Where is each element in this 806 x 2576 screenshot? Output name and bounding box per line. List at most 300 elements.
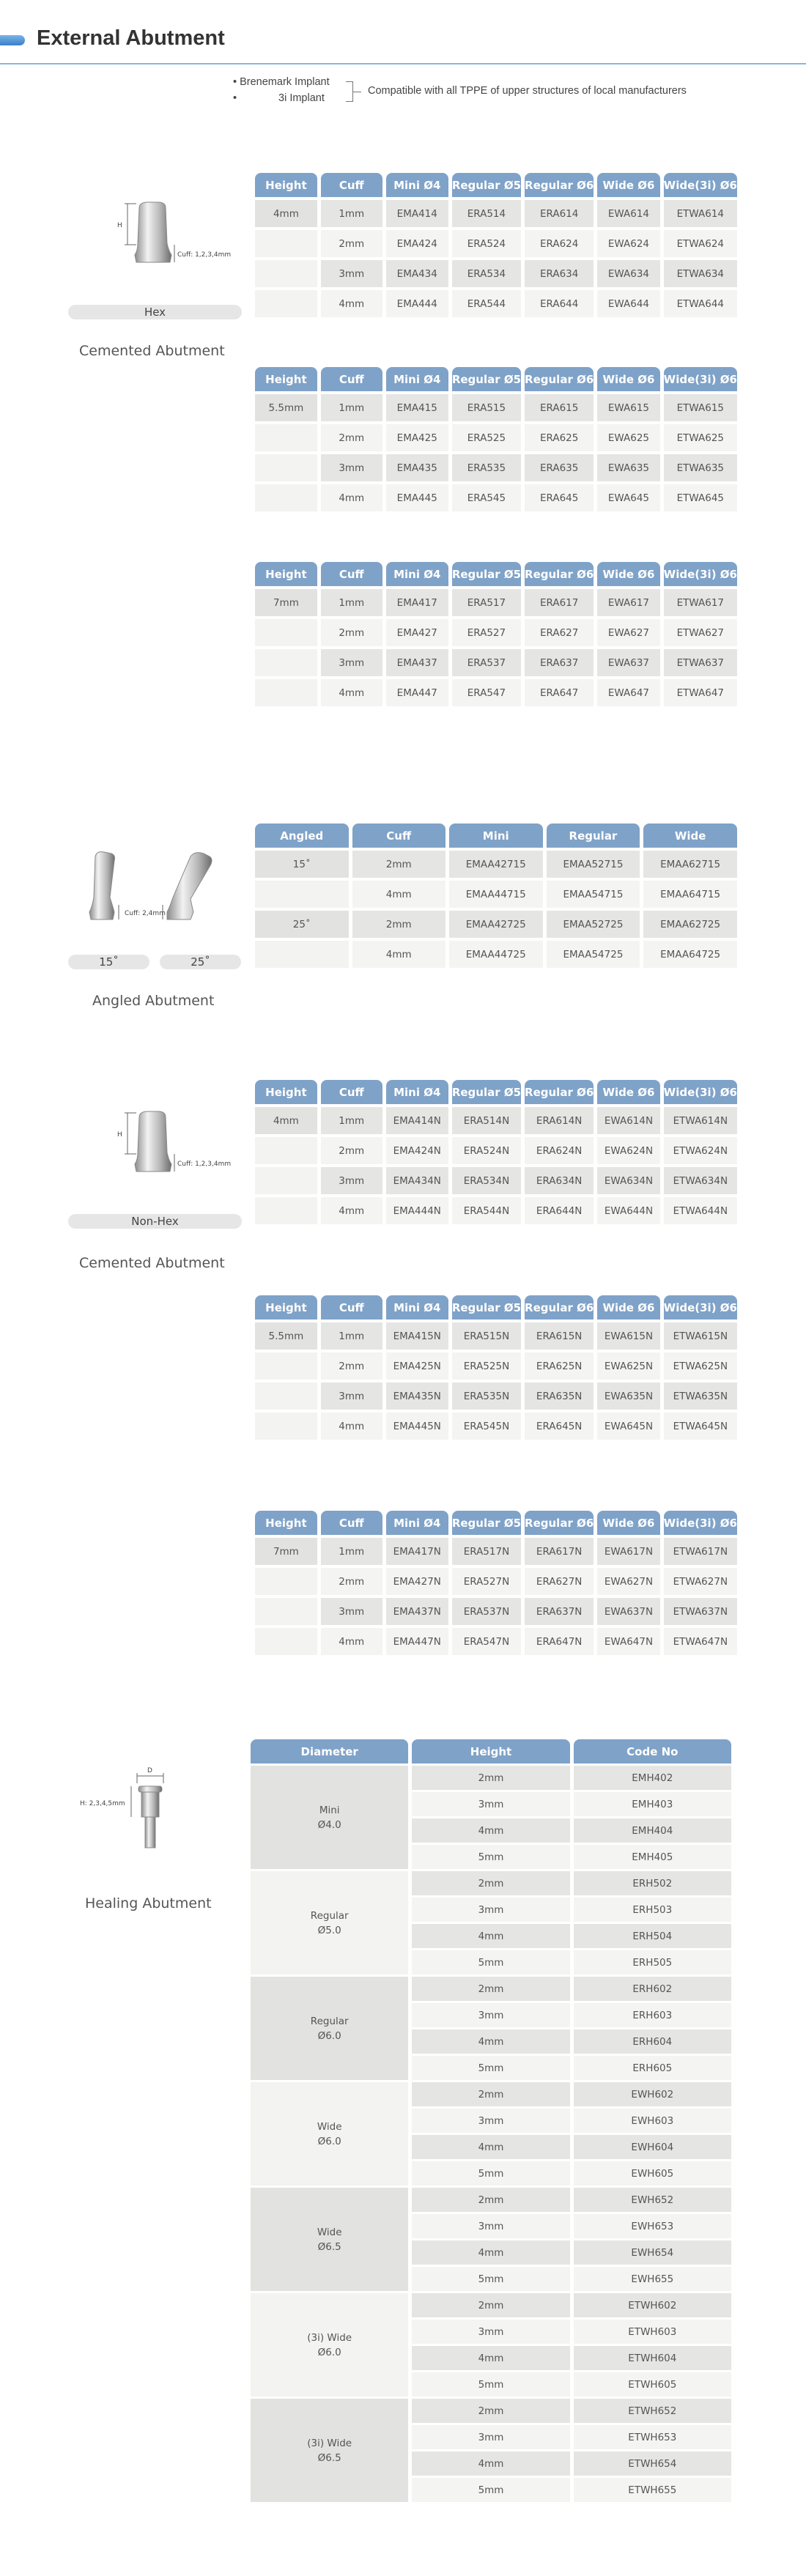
column-header: Wide(3i) Ø6 <box>664 173 737 197</box>
code-cell: ETWH654 <box>574 2451 731 2476</box>
height-cell <box>255 1167 317 1194</box>
code-cell: ERA515 <box>452 394 521 421</box>
code-cell: ETWA615N <box>664 1322 737 1350</box>
angled-table <box>251 821 741 971</box>
angle-cell <box>255 881 349 908</box>
column-header: Regular Ø6 <box>525 367 594 391</box>
cuff-cell: 2mm <box>321 424 382 451</box>
table-header-row <box>255 1295 737 1320</box>
code-cell: EMAA52715 <box>547 851 640 878</box>
code-cell: EWA647N <box>597 1628 659 1655</box>
code-cell: EMA414N <box>386 1107 448 1134</box>
code-cell: ERA535N <box>452 1383 521 1410</box>
code-cell: ERA624N <box>525 1137 594 1164</box>
column-header: Wide Ø6 <box>597 1295 659 1320</box>
code-cell: ETWA615 <box>664 394 737 421</box>
code-cell: EWH605 <box>574 2161 731 2185</box>
code-cell: ETWA627 <box>664 619 737 646</box>
cuff-cell: 1mm <box>321 394 382 421</box>
code-cell: EMA437 <box>386 649 448 676</box>
height-cell: 2mm <box>412 2399 569 2423</box>
height-cell: 5.5mm <box>255 1322 317 1350</box>
table-row <box>255 1538 737 1565</box>
code-cell: ETWA617 <box>664 589 737 616</box>
code-cell: ETWA624 <box>664 230 737 257</box>
code-cell: EWA614 <box>597 200 659 227</box>
code-cell: EWA617 <box>597 589 659 616</box>
cuff-cell: 4mm <box>321 1197 382 1224</box>
healing-section-caption: Healing Abutment <box>85 1895 212 1911</box>
code-cell: EWA617N <box>597 1538 659 1565</box>
code-cell: ERH603 <box>574 2003 731 2027</box>
table-row <box>251 1766 731 1790</box>
height-cell: 4mm <box>412 2346 569 2370</box>
code-cell: EWA625N <box>597 1352 659 1380</box>
table-row <box>255 290 737 317</box>
diameter-cell <box>251 2188 408 2291</box>
column-header: Cuff <box>321 1511 382 1535</box>
code-cell: EWA637N <box>597 1598 659 1625</box>
code-cell: ERA617N <box>525 1538 594 1565</box>
height-cell: 5mm <box>412 2372 569 2397</box>
cuff-cell: 1mm <box>321 1538 382 1565</box>
code-cell: ETWA625 <box>664 424 737 451</box>
code-cell: ETWA647 <box>664 679 737 706</box>
diameter-cell <box>251 2293 408 2397</box>
code-cell: ERA617 <box>525 589 594 616</box>
table-row <box>255 200 737 227</box>
column-header: Wide(3i) Ø6 <box>664 1080 737 1104</box>
height-cell <box>255 679 317 706</box>
height-cell <box>255 1383 317 1410</box>
code-cell: EMA425 <box>386 424 448 451</box>
nonhex-illus-cuff-label: Cuff: 1,2,3,4mm <box>177 1161 232 1168</box>
height-cell <box>255 1413 317 1440</box>
height-cell: 3mm <box>412 2109 569 2133</box>
code-cell: EWA647 <box>597 679 659 706</box>
cuff-cell: 4mm <box>352 881 445 908</box>
code-cell: ERA537N <box>452 1598 521 1625</box>
code-cell: ETWA644N <box>664 1197 737 1224</box>
code-cell: EMAA64725 <box>643 941 737 968</box>
code-cell: ERA534 <box>452 260 521 287</box>
table-header-row <box>255 367 737 391</box>
code-cell: ERA514N <box>452 1107 521 1134</box>
code-cell: EMA415 <box>386 394 448 421</box>
code-cell: ETWA634N <box>664 1167 737 1194</box>
height-cell <box>255 1137 317 1164</box>
column-header: Regular Ø5 <box>452 173 521 197</box>
code-cell: ERA627 <box>525 619 594 646</box>
table-row <box>251 1871 731 1895</box>
code-cell: ERA545N <box>452 1413 521 1440</box>
table-row <box>255 679 737 706</box>
code-cell: ETWA614 <box>664 200 737 227</box>
table-row <box>255 394 737 421</box>
table-row <box>251 1977 731 2001</box>
cuff-cell: 4mm <box>321 1628 382 1655</box>
height-cell <box>255 484 317 511</box>
diameter-cell <box>251 1977 408 2080</box>
table-row <box>255 484 737 511</box>
code-cell: ERA517 <box>452 589 521 616</box>
height-cell: 4mm <box>412 2451 569 2476</box>
code-cell: ERA624 <box>525 230 594 257</box>
column-header: Wide(3i) Ø6 <box>664 562 737 586</box>
healing-illus-d-label: D <box>147 1767 152 1774</box>
diameter-cell <box>251 1871 408 1974</box>
column-header: Height <box>255 1080 317 1104</box>
column-header: Mini <box>449 823 543 848</box>
code-cell: EWA644N <box>597 1197 659 1224</box>
table-row <box>255 1568 737 1595</box>
cuff-cell: 2mm <box>321 230 382 257</box>
height-cell: 5.5mm <box>255 394 317 421</box>
code-cell: ETWA624N <box>664 1137 737 1164</box>
code-cell: ERA537 <box>452 649 521 676</box>
column-header: Height <box>255 1511 317 1535</box>
code-cell: EMA447N <box>386 1628 448 1655</box>
page-header <box>0 0 806 66</box>
table-header-row <box>251 1739 731 1763</box>
table-row <box>255 230 737 257</box>
table-row <box>255 260 737 287</box>
code-cell: EMA417 <box>386 589 448 616</box>
height-cell <box>255 1568 317 1595</box>
cuff-cell: 1mm <box>321 200 382 227</box>
height-cell <box>255 454 317 481</box>
code-cell: ERA637 <box>525 649 594 676</box>
table-row <box>255 1197 737 1224</box>
code-cell: ERA524N <box>452 1137 521 1164</box>
height-cell <box>255 1628 317 1655</box>
table-row <box>255 1598 737 1625</box>
code-cell: ETWA645N <box>664 1413 737 1440</box>
code-cell: ERA527 <box>452 619 521 646</box>
diameter-value: Ø6.0 <box>317 2135 341 2147</box>
hex-table-4mm <box>251 170 741 320</box>
code-cell: ERA535 <box>452 454 521 481</box>
column-header: Wide Ø6 <box>597 173 659 197</box>
nonhex-illus-h-label: H <box>117 1131 122 1139</box>
cuff-cell: 3mm <box>321 260 382 287</box>
page-title: External Abutment <box>37 26 225 50</box>
height-cell: 3mm <box>412 1898 569 1922</box>
diameter-value: Ø4.0 <box>317 1818 341 1831</box>
column-header: Wide(3i) Ø6 <box>664 1295 737 1320</box>
code-cell: ETWA617N <box>664 1538 737 1565</box>
diameter-cell <box>251 2082 408 2185</box>
code-cell: ETWA634 <box>664 260 737 287</box>
code-cell: EWH602 <box>574 2082 731 2106</box>
column-header: Angled <box>255 823 349 848</box>
table-row <box>255 851 737 878</box>
column-header: Cuff <box>352 823 445 848</box>
table-row <box>255 881 737 908</box>
code-cell: ERA524 <box>452 230 521 257</box>
code-cell: EMAA64715 <box>643 881 737 908</box>
height-cell: 2mm <box>412 2293 569 2317</box>
cuff-cell: 3mm <box>321 1167 382 1194</box>
height-cell <box>255 424 317 451</box>
code-cell: EWH603 <box>574 2109 731 2133</box>
height-cell: 5mm <box>412 2267 569 2291</box>
height-cell: 5mm <box>412 2161 569 2185</box>
code-cell: ETWA637N <box>664 1598 737 1625</box>
code-cell: EMAA62725 <box>643 911 737 938</box>
column-header: Mini Ø4 <box>386 367 448 391</box>
column-header: Wide Ø6 <box>597 1080 659 1104</box>
code-cell: EMAA62715 <box>643 851 737 878</box>
code-cell: EWH655 <box>574 2267 731 2291</box>
table-row <box>251 2082 731 2106</box>
code-cell: EMH402 <box>574 1766 731 1790</box>
code-cell: ERH605 <box>574 2056 731 2080</box>
column-header: Wide Ø6 <box>597 367 659 391</box>
column-header: Wide Ø6 <box>597 1511 659 1535</box>
table-row <box>255 911 737 938</box>
code-cell: ERA527N <box>452 1568 521 1595</box>
code-cell: EWA635 <box>597 454 659 481</box>
code-cell: ERA525N <box>452 1352 521 1380</box>
code-cell: ETWA647N <box>664 1628 737 1655</box>
height-cell: 4mm <box>412 1924 569 1948</box>
code-cell: EMA447 <box>386 679 448 706</box>
code-cell: ERA647N <box>525 1628 594 1655</box>
cuff-cell: 2mm <box>321 1352 382 1380</box>
column-header: Cuff <box>321 173 382 197</box>
code-cell: EMA444N <box>386 1197 448 1224</box>
code-cell: EWA634N <box>597 1167 659 1194</box>
table-header-row <box>255 823 737 848</box>
code-cell: ETWA644 <box>664 290 737 317</box>
hex-illus-cuff-label: Cuff: 1,2,3,4mm <box>177 251 232 259</box>
height-cell: 5mm <box>412 1845 569 1869</box>
code-cell: EWA645N <box>597 1413 659 1440</box>
column-header: Regular Ø6 <box>525 173 594 197</box>
column-header: Regular Ø5 <box>452 562 521 586</box>
code-cell: ETWH602 <box>574 2293 731 2317</box>
nonhex-table-4mm <box>251 1077 741 1227</box>
height-cell: 7mm <box>255 589 317 616</box>
diameter-type: Wide <box>317 2226 342 2238</box>
height-cell: 4mm <box>412 2135 569 2159</box>
height-cell: 4mm <box>412 1818 569 1843</box>
code-cell: EWA625 <box>597 424 659 451</box>
table-row <box>255 1352 737 1380</box>
code-cell: ETWH604 <box>574 2346 731 2370</box>
code-cell: EWA627 <box>597 619 659 646</box>
code-cell: ETWA625N <box>664 1352 737 1380</box>
angled-section-caption: Angled Abutment <box>92 993 215 1009</box>
code-cell: ETWH655 <box>574 2478 731 2502</box>
table-header-row <box>255 1511 737 1535</box>
code-cell: EMA435N <box>386 1383 448 1410</box>
table-row <box>255 1383 737 1410</box>
code-cell: ETWA627N <box>664 1568 737 1595</box>
cuff-cell: 2mm <box>321 1137 382 1164</box>
height-cell <box>255 649 317 676</box>
column-header: Regular Ø6 <box>525 562 594 586</box>
code-cell: ERA644N <box>525 1197 594 1224</box>
cuff-cell: 4mm <box>321 1413 382 1440</box>
code-cell: EWA627N <box>597 1568 659 1595</box>
code-cell: ERH602 <box>574 1977 731 2001</box>
code-cell: EWA615 <box>597 394 659 421</box>
column-header: Cuff <box>321 1080 382 1104</box>
code-cell: ERA534N <box>452 1167 521 1194</box>
height-cell <box>255 1352 317 1380</box>
code-cell: ERA615N <box>525 1322 594 1350</box>
height-cell <box>255 619 317 646</box>
code-cell: EMA444 <box>386 290 448 317</box>
code-cell: EMH404 <box>574 1818 731 1843</box>
code-cell: ERA625 <box>525 424 594 451</box>
cuff-cell: 2mm <box>321 619 382 646</box>
column-header: Wide(3i) Ø6 <box>664 1511 737 1535</box>
code-cell: ERH604 <box>574 2029 731 2054</box>
code-cell: EWH654 <box>574 2240 731 2265</box>
diameter-type: Regular <box>310 2015 349 2027</box>
code-cell: EWA635N <box>597 1383 659 1410</box>
code-cell: ERH505 <box>574 1950 731 1974</box>
table-row <box>255 1167 737 1194</box>
column-header: Mini Ø4 <box>386 1080 448 1104</box>
table-row <box>255 1107 737 1134</box>
angle-cell <box>255 941 349 968</box>
column-header: Wide <box>643 823 737 848</box>
code-cell: ERA544 <box>452 290 521 317</box>
healing-table <box>247 1737 735 2504</box>
diameter-value: Ø5.0 <box>317 1924 341 1936</box>
code-cell: ETWH603 <box>574 2320 731 2344</box>
code-cell: ERA645N <box>525 1413 594 1440</box>
code-cell: ERH502 <box>574 1871 731 1895</box>
code-cell: ERA635N <box>525 1383 594 1410</box>
code-cell: ERA547 <box>452 679 521 706</box>
code-cell: ERA614N <box>525 1107 594 1134</box>
cuff-cell: 3mm <box>321 1383 382 1410</box>
column-header: Diameter <box>251 1739 408 1763</box>
hex-table-5_5mm <box>251 364 741 514</box>
code-cell: EMH403 <box>574 1792 731 1816</box>
cuff-cell: 2mm <box>352 911 445 938</box>
nonhex-section-caption: Cemented Abutment <box>79 1255 225 1271</box>
table-row <box>255 454 737 481</box>
code-cell: EWA624N <box>597 1137 659 1164</box>
height-cell: 2mm <box>412 1871 569 1895</box>
code-cell: ETWA637 <box>664 649 737 676</box>
column-header: Regular Ø5 <box>452 1511 521 1535</box>
column-header: Mini Ø4 <box>386 1511 448 1535</box>
table-header-row <box>255 562 737 586</box>
code-cell: ERA544N <box>452 1197 521 1224</box>
hex-pill: Hex <box>68 305 242 319</box>
code-cell: ERA635 <box>525 454 594 481</box>
code-cell: ETWH653 <box>574 2425 731 2449</box>
angle-cell: 25˚ <box>255 911 349 938</box>
compat-line-brenemark: • Brenemark Implant <box>233 76 330 88</box>
code-cell: EWA624 <box>597 230 659 257</box>
header-accent-icon <box>0 35 25 45</box>
code-cell: EMAA42715 <box>449 851 543 878</box>
cuff-cell: 1mm <box>321 1107 382 1134</box>
table-row <box>255 619 737 646</box>
column-header: Regular Ø6 <box>525 1295 594 1320</box>
column-header: Cuff <box>321 562 382 586</box>
column-header: Code No <box>574 1739 731 1763</box>
compat-3i-text: 3i Implant <box>278 92 325 104</box>
nonhex-table-7mm <box>251 1508 741 1658</box>
compatibility-note <box>229 76 742 110</box>
table-row <box>255 941 737 968</box>
height-cell: 2mm <box>412 1766 569 1790</box>
height-cell: 7mm <box>255 1538 317 1565</box>
nonhex-abutment-illustration <box>110 1109 234 1182</box>
code-cell: EWA644 <box>597 290 659 317</box>
code-cell: EWA637 <box>597 649 659 676</box>
code-cell: ERA644 <box>525 290 594 317</box>
code-cell: ERA645 <box>525 484 594 511</box>
table-row <box>255 1628 737 1655</box>
diameter-cell <box>251 2399 408 2502</box>
code-cell: ERA514 <box>452 200 521 227</box>
code-cell: EMAA44725 <box>449 941 543 968</box>
column-header: Wide Ø6 <box>597 562 659 586</box>
height-cell <box>255 290 317 317</box>
column-header: Height <box>412 1739 569 1763</box>
code-cell: EMAA44715 <box>449 881 543 908</box>
cuff-cell: 1mm <box>321 589 382 616</box>
diameter-value: Ø6.5 <box>317 2240 341 2253</box>
code-cell: ETWA635N <box>664 1383 737 1410</box>
table-header-row <box>255 1080 737 1104</box>
cuff-cell: 4mm <box>321 484 382 511</box>
diameter-cell <box>251 1766 408 1869</box>
height-cell: 3mm <box>412 2003 569 2027</box>
code-cell: EMH405 <box>574 1845 731 1869</box>
diameter-value: Ø6.5 <box>317 2451 341 2464</box>
table-row <box>251 2188 731 2212</box>
diameter-value: Ø6.0 <box>317 2029 341 2042</box>
column-header: Mini Ø4 <box>386 173 448 197</box>
cuff-cell: 4mm <box>321 290 382 317</box>
column-header: Height <box>255 1295 317 1320</box>
table-row <box>255 1322 737 1350</box>
column-header: Wide(3i) Ø6 <box>664 367 737 391</box>
hex-section-caption: Cemented Abutment <box>79 343 225 359</box>
column-header: Regular Ø5 <box>452 1295 521 1320</box>
code-cell: ERA517N <box>452 1538 521 1565</box>
code-cell: ERA545 <box>452 484 521 511</box>
code-cell: ETWA635 <box>664 454 737 481</box>
code-cell: ERA647 <box>525 679 594 706</box>
code-cell: EWA614N <box>597 1107 659 1134</box>
angled-abutment-illustration <box>81 846 234 934</box>
column-header: Mini Ø4 <box>386 1295 448 1320</box>
code-cell: ERA627N <box>525 1568 594 1595</box>
cuff-cell: 1mm <box>321 1322 382 1350</box>
diameter-type: Mini <box>319 1804 340 1816</box>
height-cell: 4mm <box>255 200 317 227</box>
code-cell: ETWA645 <box>664 484 737 511</box>
height-cell <box>255 260 317 287</box>
code-cell: ERA614 <box>525 200 594 227</box>
cuff-cell: 3mm <box>321 649 382 676</box>
code-cell: ERA634N <box>525 1167 594 1194</box>
column-header: Height <box>255 173 317 197</box>
cuff-cell: 3mm <box>321 454 382 481</box>
